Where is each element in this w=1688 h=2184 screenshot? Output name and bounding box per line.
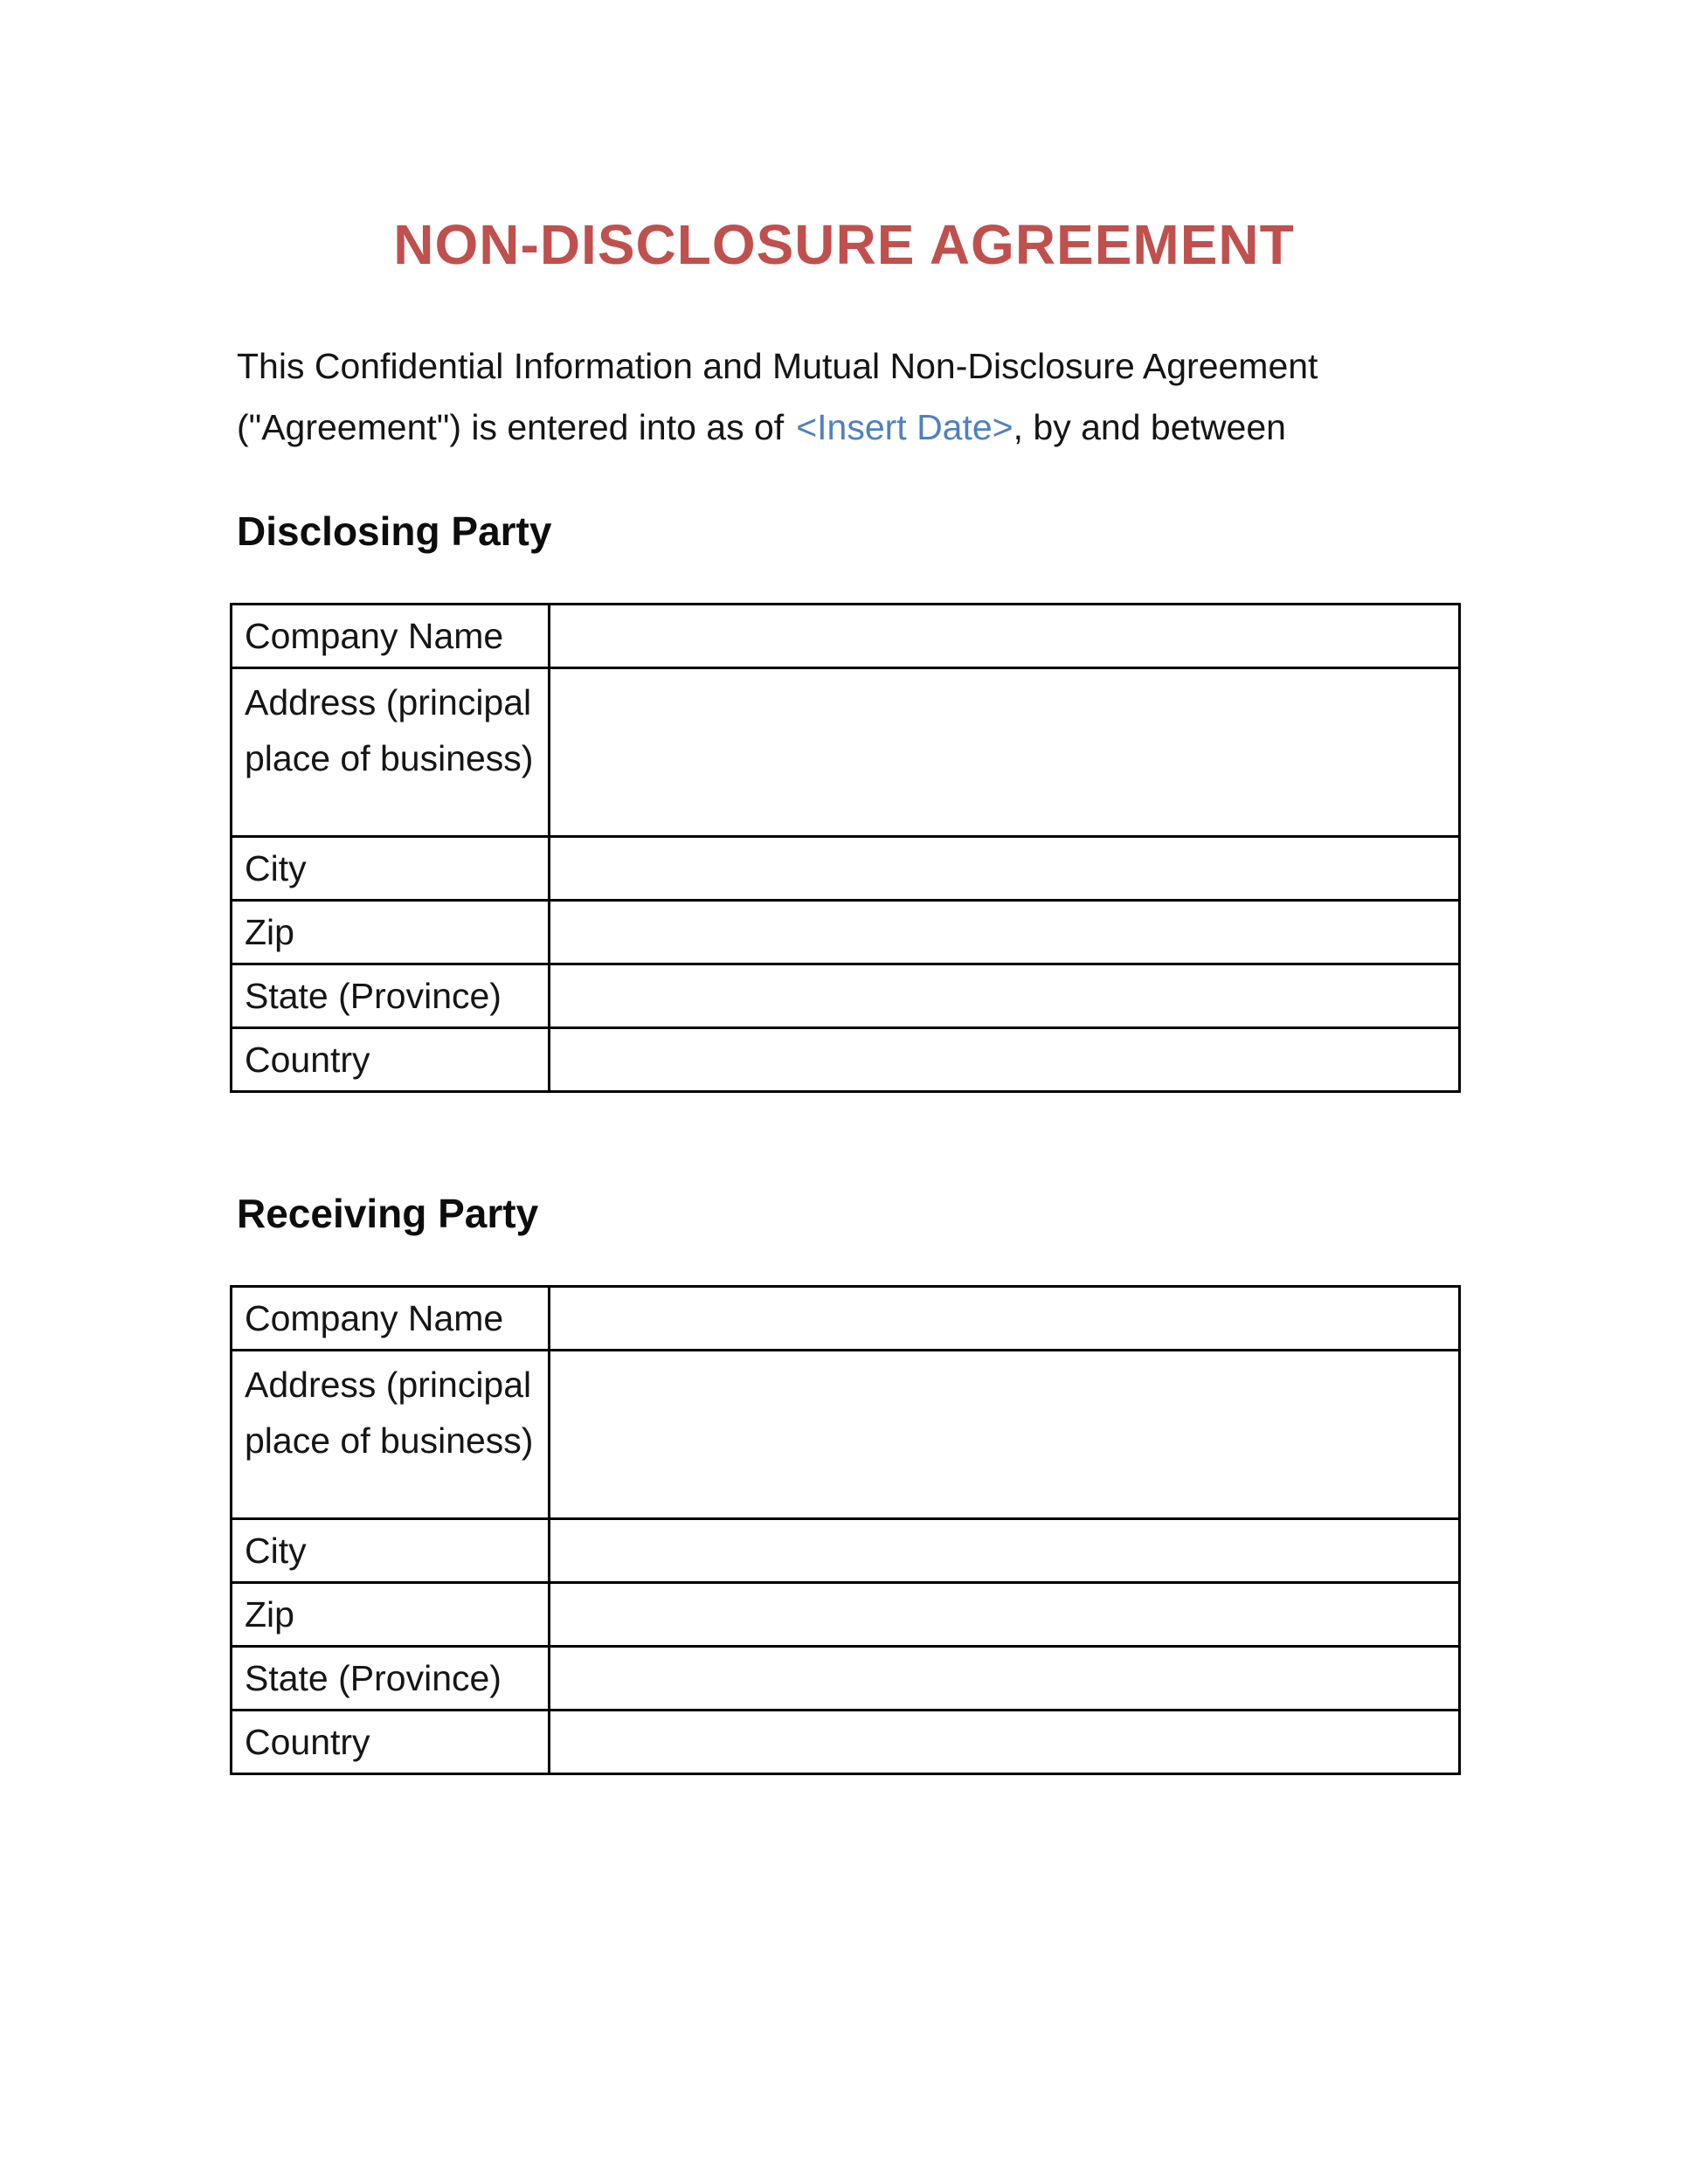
- table-row: [232, 1711, 1460, 1774]
- country-value-cell[interactable]: [550, 1711, 1460, 1774]
- zip-value-cell[interactable]: [550, 901, 1460, 964]
- address-label: Address (principal place of business): [232, 668, 550, 837]
- city-label: City: [232, 837, 550, 901]
- address-value-cell[interactable]: [550, 1351, 1460, 1519]
- intro-text-before: This Confidential Information and Mutual Non-Disclosure Agreement ("Agreement") is entered into as of: [237, 346, 1318, 447]
- table-row: [232, 668, 1460, 837]
- country-label: Country: [232, 1028, 550, 1092]
- company-name-label: Company Name: [232, 1287, 550, 1351]
- disclosing-party-table: [230, 603, 1461, 1093]
- state-province-label: State (Province): [232, 1647, 550, 1711]
- table-row: [232, 1287, 1460, 1351]
- city-value-cell[interactable]: [550, 837, 1460, 901]
- zip-label: Zip: [232, 901, 550, 964]
- receiving-party-heading: Receiving Party: [237, 1191, 539, 1236]
- country-label: Country: [232, 1711, 550, 1774]
- company-name-value-cell[interactable]: [550, 605, 1460, 668]
- zip-value-cell[interactable]: [550, 1583, 1460, 1647]
- table-row: [232, 1583, 1460, 1647]
- table-row: [232, 1028, 1460, 1092]
- receiving-party-table: [230, 1285, 1461, 1775]
- state-province-value-cell[interactable]: [550, 1647, 1460, 1711]
- table-row: [232, 964, 1460, 1028]
- table-row: [232, 901, 1460, 964]
- disclosing-party-heading: Disclosing Party: [237, 508, 552, 554]
- insert-date-placeholder[interactable]: <Insert Date>: [796, 407, 1013, 447]
- company-name-label: Company Name: [232, 605, 550, 668]
- city-label: City: [232, 1519, 550, 1583]
- intro-paragraph: [237, 335, 1458, 458]
- table-row: [232, 605, 1460, 668]
- table-row: [232, 1351, 1460, 1519]
- state-province-value-cell[interactable]: [550, 964, 1460, 1028]
- company-name-value-cell[interactable]: [550, 1287, 1460, 1351]
- state-province-label: State (Province): [232, 964, 550, 1028]
- country-value-cell[interactable]: [550, 1028, 1460, 1092]
- address-label: Address (principal place of business): [232, 1351, 550, 1519]
- table-row: [232, 1519, 1460, 1583]
- document-title: NON-DISCLOSURE AGREEMENT: [393, 213, 1295, 276]
- table-row: [232, 837, 1460, 901]
- intro-text-after: , by and between: [1013, 407, 1286, 447]
- city-value-cell[interactable]: [550, 1519, 1460, 1583]
- zip-label: Zip: [232, 1583, 550, 1647]
- table-row: [232, 1647, 1460, 1711]
- address-value-cell[interactable]: [550, 668, 1460, 837]
